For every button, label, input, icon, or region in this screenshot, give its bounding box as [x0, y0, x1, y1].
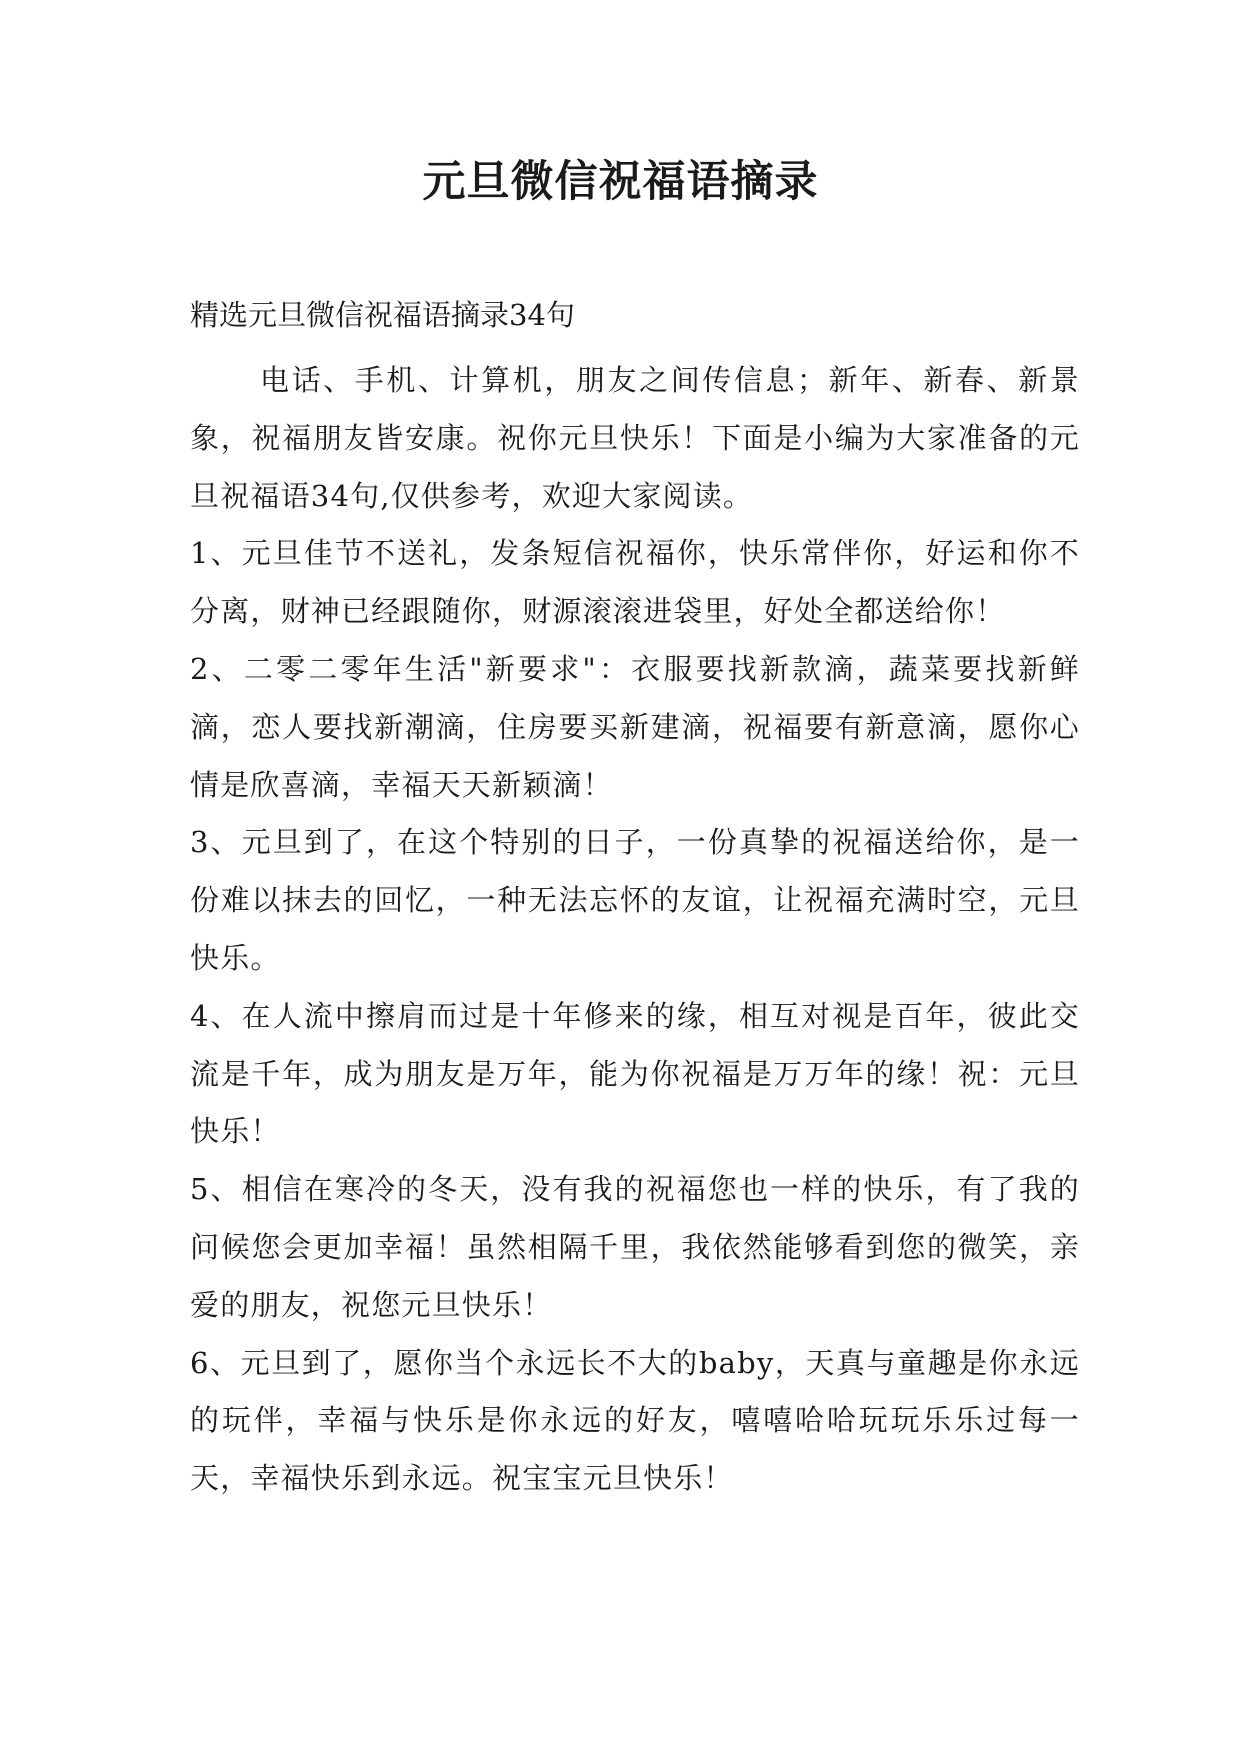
intro-paragraph: 电话、手机、计算机，朋友之间传信息；新年、新春、新景象，祝福朋友皆安康。祝你元旦快乐！下面是小编为大家准备的元旦祝福语34句,仅供参考，欢迎大家阅读。 — [190, 363, 1080, 513]
list-item: 6、元旦到了，愿你当个永远长不大的baby，天真与童趣是你永远的玩伴，幸福与快乐是你永远的好友，嘻嘻哈哈玩玩乐乐过每一天，幸福快乐到永远。祝宝宝元旦快乐！ — [190, 1345, 1080, 1496]
list-item: 3、元旦到了，在这个特别的日子，一份真挚的祝福送给你，是一份难以抹去的回忆，一种无法忘怀的友谊，让祝福充满时空，元旦快乐。 — [190, 825, 1080, 975]
list-item: 1、元旦佳节不送礼，发条短信祝福你，快乐常伴你，好运和你不分离，财神已经跟随你，财源滚滚进袋里，好处全都送给你！ — [190, 536, 1080, 629]
document-subtitle: 精选元旦微信祝福语摘录34句 — [190, 298, 575, 332]
document-body — [190, 352, 1080, 1508]
page-title: 元旦微信祝福语摘录 — [422, 157, 819, 207]
list-item: 2、二零二零年生活"新要求"：衣服要找新款滴，蔬菜要找新鲜滴，恋人要找新潮滴，住房要买新建滴，祝福要有新意滴，愿你心情是欣喜滴，幸福天天新颖滴！ — [190, 651, 1080, 802]
list-item: 4、在人流中擦肩而过是十年修来的缘，相互对视是百年，彼此交流是千年，成为朋友是万年，能为你祝福是万万年的缘！祝：元旦快乐！ — [190, 998, 1080, 1149]
list-item: 5、相信在寒冷的冬天，没有我的祝福您也一样的快乐，有了我的问候您会更加幸福！虽然相隔千里，我依然能够看到您的微笑，亲爱的朋友，祝您元旦快乐！ — [190, 1172, 1080, 1322]
